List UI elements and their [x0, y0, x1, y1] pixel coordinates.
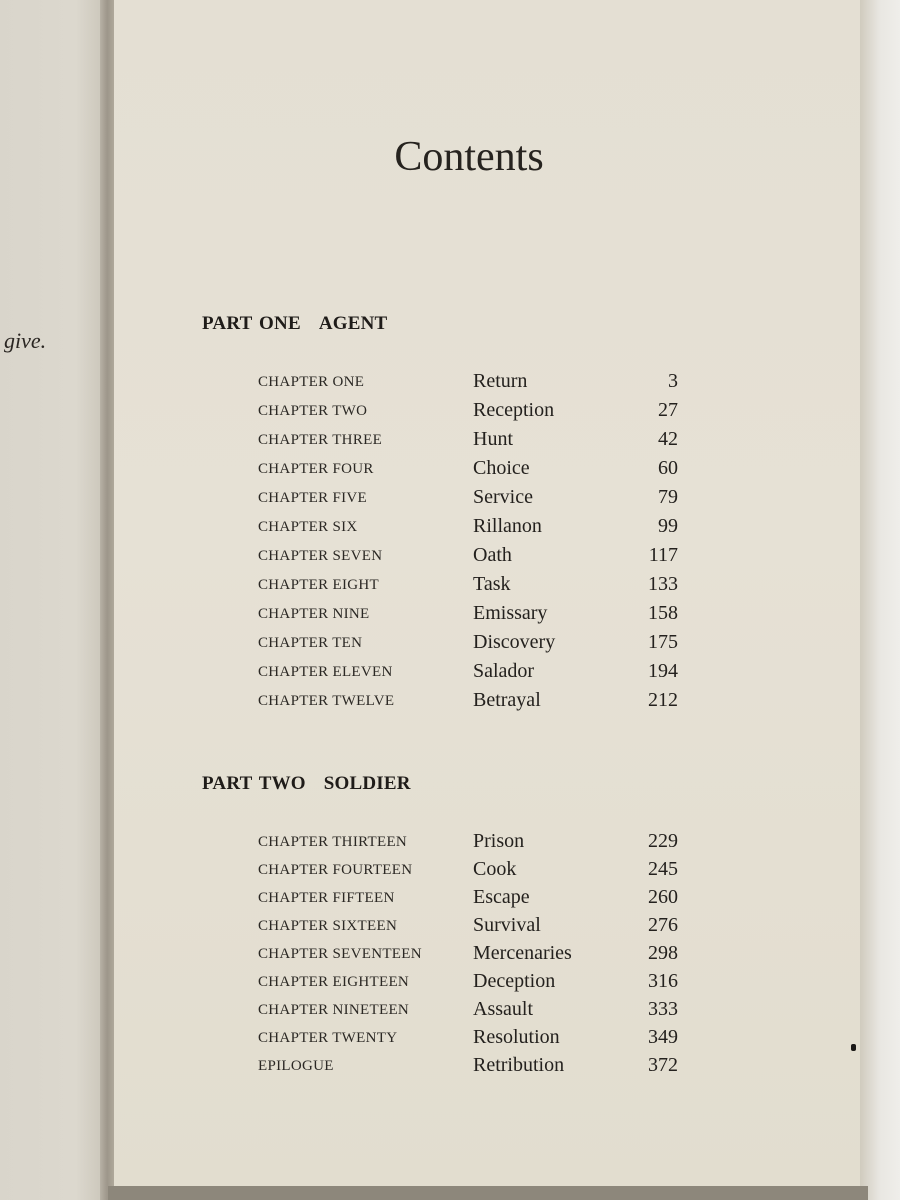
chapter-page-number: 158: [648, 602, 678, 624]
chapter-page-number: 3: [668, 370, 678, 392]
chapter-label: CHAPTER FIFTEEN: [258, 890, 395, 906]
chapter-title: Oath: [473, 544, 512, 566]
chapter-title: Task: [473, 573, 511, 595]
chapter-label: CHAPTER ONE: [258, 374, 365, 390]
chapter-label: CHAPTER FIVE: [258, 490, 368, 506]
toc-entry: [0, 515, 900, 544]
chapter-title: Assault: [473, 998, 533, 1020]
chapter-label: CHAPTER TEN: [258, 635, 363, 651]
toc-entry: [0, 544, 900, 573]
toc-entry: [0, 1054, 900, 1083]
part-name: SOLDIER: [323, 773, 411, 794]
chapter-title: Betrayal: [473, 689, 541, 711]
chapter-title: Resolution: [473, 1026, 560, 1048]
toc-entry: [0, 631, 900, 660]
chapter-label: CHAPTER TWENTY: [258, 1030, 398, 1046]
chapter-label: CHAPTER THREE: [258, 432, 383, 448]
chapter-title: Survival: [473, 914, 541, 936]
chapter-label: CHAPTER ELEVEN: [258, 664, 393, 680]
chapter-page-number: 133: [648, 573, 678, 595]
toc-entry: [0, 998, 900, 1027]
part-name: AGENT: [318, 313, 388, 334]
chapter-page-number: 175: [648, 631, 678, 653]
toc-entry: [0, 370, 900, 399]
chapter-label: CHAPTER NINETEEN: [258, 1002, 410, 1018]
chapter-page-number: 372: [648, 1054, 678, 1076]
toc-entry: [0, 486, 900, 515]
chapter-title: Cook: [473, 858, 517, 880]
chapter-title: Discovery: [473, 631, 556, 653]
chapter-title: Choice: [473, 457, 530, 479]
toc-entry: [0, 970, 900, 999]
chapter-label: CHAPTER EIGHT: [258, 577, 379, 593]
part-number: PART TWO: [202, 773, 306, 794]
chapter-label: CHAPTER TWO: [258, 403, 368, 419]
chapter-title: Service: [473, 486, 533, 508]
chapter-page-number: 212: [648, 689, 678, 711]
toc-entry: [0, 942, 900, 971]
chapter-page-number: 260: [648, 886, 678, 908]
toc-entry: [0, 457, 900, 486]
chapter-title: Rillanon: [473, 515, 542, 537]
chapter-title: Retribution: [473, 1054, 565, 1076]
chapter-page-number: 276: [648, 914, 678, 936]
chapter-page-number: 298: [648, 942, 678, 964]
chapter-label: CHAPTER SEVENTEEN: [258, 946, 422, 962]
left-page-text-fragment: give.: [4, 328, 47, 353]
chapter-page-number: 316: [648, 970, 678, 992]
toc-entry: [0, 689, 900, 718]
chapter-label: CHAPTER TWELVE: [258, 693, 395, 709]
chapter-label: CHAPTER NINE: [258, 606, 370, 622]
chapter-page-number: 79: [658, 486, 678, 508]
chapter-label: CHAPTER SEVEN: [258, 548, 383, 564]
toc-entry: [0, 858, 900, 887]
toc-entry: [0, 886, 900, 915]
toc-entry: [0, 914, 900, 943]
chapter-page-number: 333: [648, 998, 678, 1020]
chapter-page-number: 27: [658, 399, 678, 421]
chapter-page-number: 349: [648, 1026, 678, 1048]
chapter-title: Mercenaries: [473, 942, 572, 964]
chapter-title: Hunt: [473, 428, 513, 450]
chapter-label: EPILOGUE: [258, 1058, 334, 1074]
chapter-page-number: 245: [648, 858, 678, 880]
toc-entry: [0, 399, 900, 428]
chapter-page-number: 194: [648, 660, 678, 682]
toc-entry: [0, 428, 900, 457]
page-bottom-edge: [108, 1186, 868, 1200]
chapter-page-number: 42: [658, 428, 678, 450]
part-number: PART ONE: [202, 313, 301, 334]
toc-entry: [0, 602, 900, 631]
toc-entry: [0, 830, 900, 859]
chapter-page-number: 99: [658, 515, 678, 537]
chapter-label: CHAPTER FOUR: [258, 461, 374, 477]
chapter-page-number: 60: [658, 457, 678, 479]
chapter-title: Reception: [473, 399, 555, 421]
chapter-title: Prison: [473, 830, 525, 852]
toc-entry: [0, 1026, 900, 1055]
chapter-page-number: 229: [648, 830, 678, 852]
chapter-title: Return: [473, 370, 528, 392]
part-heading: [202, 313, 387, 335]
chapter-label: CHAPTER EIGHTEEN: [258, 974, 410, 990]
toc-entry: [0, 660, 900, 689]
chapter-label: CHAPTER SIX: [258, 519, 358, 535]
chapter-title: Salador: [473, 660, 535, 682]
chapter-title: Escape: [473, 886, 530, 908]
part-heading: [202, 773, 411, 795]
toc-entry: [0, 573, 900, 602]
contents-title: Contents: [394, 134, 544, 180]
chapter-title: Emissary: [473, 602, 548, 624]
chapter-title: Deception: [473, 970, 556, 992]
chapter-label: CHAPTER THIRTEEN: [258, 834, 408, 850]
chapter-page-number: 117: [648, 544, 678, 566]
chapter-label: CHAPTER SIXTEEN: [258, 918, 398, 934]
chapter-label: CHAPTER FOURTEEN: [258, 862, 413, 878]
